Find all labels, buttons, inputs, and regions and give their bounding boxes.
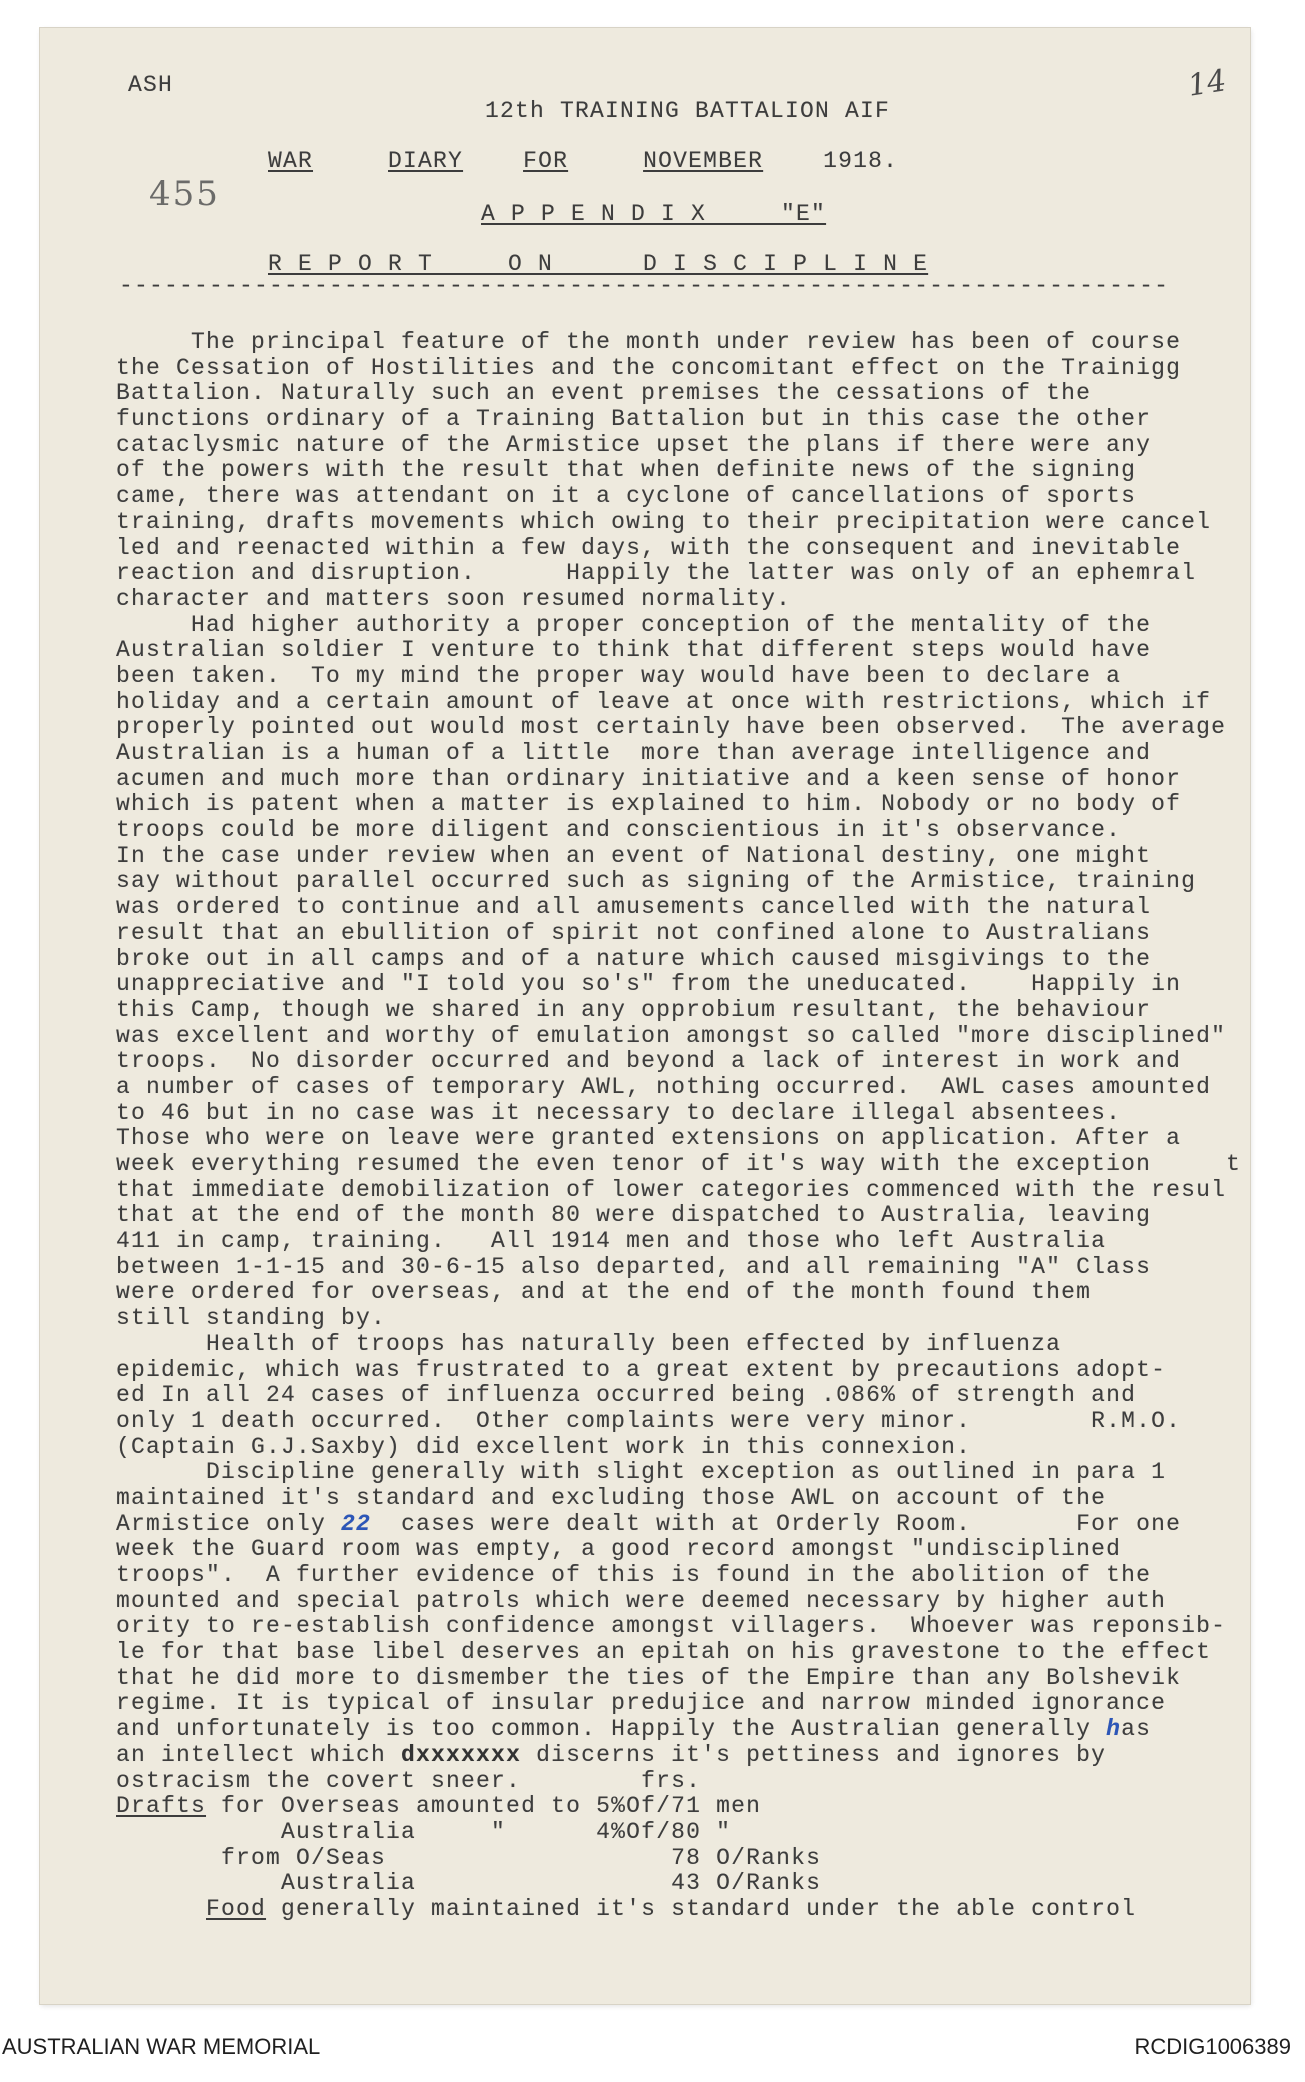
report-line: a number of cases of temporary AWL, nothing occurred. AWL cases amounted xyxy=(116,1073,1212,1100)
report-line: (Captain G.J.Saxby) did excellent work in this connexion. xyxy=(116,1433,972,1460)
report-line: that at the end of the month 80 were dispatched to Australia, leaving xyxy=(116,1202,1152,1229)
report-line: been taken. To my mind the proper way would have been to declare a xyxy=(116,662,1122,689)
report-line: mounted and special patrols which were deemed necessary by higher auth xyxy=(116,1587,1167,1614)
report-line: broke out in all camps and of a nature which caused misgivings to the xyxy=(116,945,1152,972)
report-line xyxy=(116,1897,1241,1923)
line-text: discerns it's pettiness and ignores by xyxy=(521,1741,1107,1768)
report-line: training, drafts movements which owing to their precipitation were cancel xyxy=(116,508,1212,535)
dashed-divider: ---------------------------------------------------------------------- xyxy=(119,273,1170,299)
report-line: week everything resumed the even tenor of it's way with the exception t xyxy=(116,1151,1242,1177)
report-line: troops. No disorder occurred and beyond a lack of interest in work and xyxy=(116,1048,1182,1075)
report-line: led and reenacted within a few days, with the consequent and inevitable xyxy=(116,534,1182,561)
report-line: Australian is a human of a little more than average intelligence and xyxy=(116,740,1152,766)
report-line: acumen and much more than ordinary initiative and a keen sense of honor xyxy=(116,765,1182,792)
report-line: Australia 43 O/Ranks xyxy=(116,1870,822,1897)
report-line: epidemic, which was frustrated to a great extent by precautions adopt- xyxy=(116,1356,1167,1383)
report-line: Australian soldier I venture to think that different steps would have xyxy=(116,637,1152,664)
report-line: which is patent when a matter is explained to him. Nobody or no body of xyxy=(116,791,1182,818)
report-line: from O/Seas 78 O/Ranks xyxy=(116,1844,822,1871)
report-line: ority to re-establish confidence amongst villagers. Whoever was reponsib- xyxy=(116,1613,1227,1640)
report-line: ed In all 24 cases of influenza occurred being .086% of strength and xyxy=(116,1382,1137,1409)
report-line xyxy=(116,1717,1241,1743)
line-text: an intellect which xyxy=(116,1741,402,1768)
report-line: functions ordinary of a Training Battalion but in this case the other xyxy=(116,406,1152,433)
heading-word-diary: DIARY xyxy=(388,148,464,174)
underlined-word: Drafts xyxy=(116,1793,207,1820)
report-line: properly pointed out would most certainly have been observed. The average xyxy=(116,714,1227,741)
report-line: ostracism the covert sneer. frs. xyxy=(116,1767,702,1794)
appendix-heading: A P P E N D I X "E" xyxy=(481,201,827,227)
struck-out-text: dxxxxxxx xyxy=(401,1741,522,1768)
institution-name: AUSTRALIAN WAR MEMORIAL xyxy=(2,2034,321,2059)
underlined-word: Food xyxy=(206,1895,267,1922)
report-line: this Camp, though we shared in any opprobium resultant, the behaviour xyxy=(116,996,1152,1023)
report-line: that he did more to dismember the ties of the Empire than any Bolshevik xyxy=(116,1664,1182,1691)
line-text: as xyxy=(1121,1716,1152,1743)
report-line: the Cessation of Hostilities and the concomitant effect on the Trainigg xyxy=(116,354,1182,381)
diary-heading xyxy=(268,149,898,175)
report-line: still standing by. xyxy=(116,1305,387,1332)
report-line: Discipline generally with slight exception as outlined in para 1 xyxy=(116,1459,1167,1486)
line-text: for Overseas amounted to 5%Of/71 men xyxy=(206,1793,762,1820)
handwritten-correction: h xyxy=(1106,1716,1122,1743)
report-line: Health of troops has naturally been effected by influenza xyxy=(116,1330,1062,1357)
report-line: reaction and disruption. Happily the latter was only of an ephemral xyxy=(116,560,1197,587)
report-line: troops". A further evidence of this is found in the abolition of the xyxy=(116,1562,1152,1588)
report-line: of the powers with the result that when definite news of the signing xyxy=(116,457,1137,484)
report-line xyxy=(116,1512,1241,1538)
unit-title: 12th TRAINING BATTALION AIF xyxy=(485,98,891,124)
report-line: to 46 but in no case was it necessary to declare illegal absentees. xyxy=(116,1099,1122,1126)
report-line: 411 in camp, training. All 1914 men and those who left Australia xyxy=(116,1228,1107,1255)
heading-word-war: WAR xyxy=(268,148,314,174)
report-line: holiday and a certain amount of leave at once with restrictions, which if xyxy=(116,688,1212,715)
report-line: was ordered to continue and all amusements cancelled with the natural xyxy=(116,894,1152,921)
line-text xyxy=(116,1896,206,1922)
report-line: Australia " 4%Of/80 " xyxy=(116,1818,732,1845)
report-line xyxy=(116,1743,1241,1769)
page-number-stamp: 455 xyxy=(149,174,220,214)
report-line: Those who were on leave were granted extensions on application. After a xyxy=(116,1125,1182,1152)
report-heading: R E P O R T O N D I S C I P L I N E xyxy=(268,251,929,277)
report-line: was excellent and worthy of emulation amongst so called "more disciplined" xyxy=(116,1022,1227,1049)
report-line: maintained it's standard and excluding those AWL on account of the xyxy=(116,1484,1107,1511)
handwritten-folio-number: 14 xyxy=(1185,63,1229,104)
report-line: were ordered for overseas, and at the end of the month found them xyxy=(116,1279,1092,1306)
heading-word-for: FOR xyxy=(523,148,569,174)
report-line xyxy=(116,1794,1241,1820)
line-text: generally maintained it's standard under the able control xyxy=(266,1895,1137,1922)
heading-year: 1918. xyxy=(823,148,899,174)
line-text: cases were dealt with at Orderly Room. For one xyxy=(371,1510,1182,1537)
line-text: and unfortunately is too common. Happily the Australian generally xyxy=(116,1716,1107,1743)
report-line: character and matters soon resumed normality. xyxy=(116,585,792,612)
report-line: only 1 death occurred. Other complaints were very minor. R.M.O. xyxy=(116,1407,1182,1434)
report-line: cataclysmic nature of the Armistice upset the plans if there were any xyxy=(116,431,1152,458)
report-line: unappreciative and "I told you so's" from the uneducated. Happily in xyxy=(116,971,1182,998)
report-line: result that an ebullition of spirit not confined alone to Australians xyxy=(116,919,1152,946)
report-line: In the case under review when an event of National destiny, one might xyxy=(116,842,1152,869)
report-body xyxy=(116,330,1241,1923)
report-line: regime. It is typical of insular predujice and narrow minded ignorance xyxy=(116,1690,1167,1717)
reference-code: ASH xyxy=(128,72,174,98)
report-line: came, there was attendant on it a cyclone of cancellations of sports xyxy=(116,483,1137,510)
report-line: between 1-1-15 and 30-6-15 also departed, and all remaining "A" Class xyxy=(116,1253,1152,1280)
report-line: week the Guard room was empty, a good record amongst "undisciplined xyxy=(116,1536,1122,1563)
report-line: say without parallel occurred such as signing of the Armistice, training xyxy=(116,868,1197,895)
report-line: Had higher authority a proper conception of the mentality of the xyxy=(116,611,1152,638)
report-line: troops could be more diligent and conscientious in it's observance. xyxy=(116,817,1122,844)
line-text: Armistice only xyxy=(116,1510,342,1537)
handwritten-correction: 22 xyxy=(341,1510,372,1537)
report-line: le for that base libel deserves an epitah on his gravestone to the effect xyxy=(116,1639,1212,1666)
report-line: The principal feature of the month under review has been of course xyxy=(116,329,1182,355)
report-line: Battalion. Naturally such an event premises the cessations of the xyxy=(116,380,1092,407)
report-line: that immediate demobilization of lower categories commenced with the resul xyxy=(116,1176,1227,1203)
item-identifier: RCDIG1006389 xyxy=(1134,2034,1291,2059)
heading-month: NOVEMBER xyxy=(643,148,764,174)
